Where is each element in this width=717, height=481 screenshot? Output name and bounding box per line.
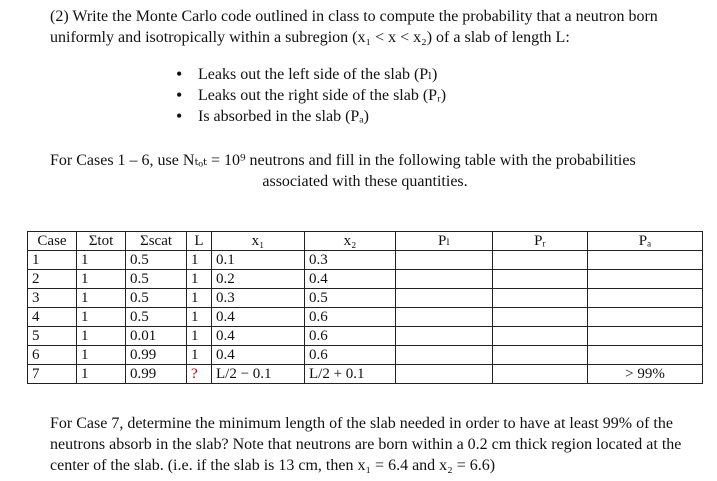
cell-p-absorb[interactable]: [588, 251, 703, 270]
bullet-absorbed: • Is absorbed in the slab (Pₐ): [170, 106, 446, 127]
cell-p-right[interactable]: [493, 270, 588, 289]
table-header-row: [28, 232, 703, 251]
cell-p-absorb[interactable]: [588, 327, 703, 346]
cell-p-absorb[interactable]: [588, 346, 703, 365]
cell-sigma-scat: 0.5: [126, 289, 187, 308]
cell-case: 4: [28, 308, 77, 327]
cell-sigma-scat: 0.5: [126, 308, 187, 327]
cell-x2: 0.4: [305, 270, 396, 289]
cell-p-absorb[interactable]: [588, 308, 703, 327]
cell-p-left[interactable]: [396, 270, 493, 289]
cell-L: ?: [187, 365, 212, 384]
cell-p-left[interactable]: [396, 289, 493, 308]
cell-x2: 0.6: [305, 346, 396, 365]
cell-p-left[interactable]: [396, 308, 493, 327]
cell-sigma-tot: 1: [77, 327, 126, 346]
cell-p-right[interactable]: [493, 289, 588, 308]
cell-x2: L/2 + 0.1: [305, 365, 396, 384]
bullet-left-leak: • Leaks out the left side of the slab (Pₗ): [170, 64, 446, 85]
cell-p-absorb[interactable]: [588, 289, 703, 308]
cell-x2: 0.5: [305, 289, 396, 308]
results-table: [27, 231, 703, 384]
table-row: [28, 289, 703, 308]
table-row: [28, 251, 703, 270]
cell-L: 1: [187, 251, 212, 270]
cell-sigma-scat: 0.01: [126, 327, 187, 346]
header-p-right: Pᵣ: [493, 232, 588, 251]
table-row: [28, 270, 703, 289]
cell-sigma-tot: 1: [77, 365, 126, 384]
table-row: [28, 346, 703, 365]
table-body: [28, 251, 703, 384]
cell-x1: 0.1: [212, 251, 305, 270]
cell-x1: 0.4: [212, 308, 305, 327]
cases-line-1: For Cases 1 – 6, use Nₜₒₜ = 10⁹ neutrons and fill in the following table with the probabilities: [50, 152, 636, 169]
cell-p-left[interactable]: [396, 251, 493, 270]
header-x2: x₂: [305, 232, 396, 251]
cell-x1: 0.4: [212, 346, 305, 365]
cell-p-right[interactable]: [493, 251, 588, 270]
cell-case: 5: [28, 327, 77, 346]
cell-L: 1: [187, 308, 212, 327]
cell-x1: 0.2: [212, 270, 305, 289]
cell-L: 1: [187, 327, 212, 346]
cell-sigma-tot: 1: [77, 289, 126, 308]
header-x1: x₁: [212, 232, 305, 251]
cell-sigma-scat: 0.99: [126, 346, 187, 365]
cell-x1: 0.4: [212, 327, 305, 346]
cell-sigma-scat: 0.99: [126, 365, 187, 384]
quantity-list: [170, 64, 446, 127]
header-case: Case: [28, 232, 77, 251]
cell-sigma-tot: 1: [77, 251, 126, 270]
cell-sigma-scat: 0.5: [126, 251, 187, 270]
cell-L: 1: [187, 289, 212, 308]
cell-p-right[interactable]: [493, 327, 588, 346]
cell-x1: 0.3: [212, 289, 305, 308]
cell-p-left[interactable]: [396, 365, 493, 384]
cell-case: 6: [28, 346, 77, 365]
header-sigma-tot: Σtot: [77, 232, 126, 251]
cell-p-absorb[interactable]: > 99%: [588, 365, 703, 384]
case7-paragraph: For Case 7, determine the minimum length of the slab needed in order to have at least 99% of the neutrons absorb in the slab? Note that neutrons are born within a 0.2 cm thick region located at the center of the slab. (i.e. if the slab is 13 cm, then x₁ = 6.4 and x₂ = 6.6): [50, 415, 682, 474]
header-p-absorb: Pₐ: [588, 232, 703, 251]
intro-paragraph: (2) Write the Monte Carlo code outlined in class to compute the probability that a neutron born uniformly and isotropically within a subregion (x₁ < x < x₂) of a slab of length L:: [50, 8, 658, 46]
cases-instruction: [50, 150, 680, 192]
table-row: [28, 327, 703, 346]
cell-L: 1: [187, 270, 212, 289]
cell-x1: L/2 − 0.1: [212, 365, 305, 384]
header-L: L: [187, 232, 212, 251]
table-row: [28, 308, 703, 327]
cell-L: 1: [187, 346, 212, 365]
cell-sigma-tot: 1: [77, 346, 126, 365]
cell-case: 2: [28, 270, 77, 289]
table-row: [28, 365, 703, 384]
header-sigma-scat: Σscat: [126, 232, 187, 251]
cell-case: 1: [28, 251, 77, 270]
cell-sigma-tot: 1: [77, 308, 126, 327]
cell-p-right[interactable]: [493, 365, 588, 384]
cell-p-right[interactable]: [493, 308, 588, 327]
bullet-right-leak: • Leaks out the right side of the slab (Pᵣ): [170, 85, 446, 106]
cell-p-right[interactable]: [493, 346, 588, 365]
cell-case: 3: [28, 289, 77, 308]
cell-x2: 0.6: [305, 308, 396, 327]
cell-case: 7: [28, 365, 77, 384]
cell-sigma-scat: 0.5: [126, 270, 187, 289]
cell-x2: 0.3: [305, 251, 396, 270]
cell-sigma-tot: 1: [77, 270, 126, 289]
cell-p-left[interactable]: [396, 346, 493, 365]
cell-p-absorb[interactable]: [588, 270, 703, 289]
cases-line-2: associated with these quantities.: [262, 173, 468, 190]
cell-p-left[interactable]: [396, 327, 493, 346]
header-p-left: Pₗ: [396, 232, 493, 251]
cell-x2: 0.6: [305, 327, 396, 346]
